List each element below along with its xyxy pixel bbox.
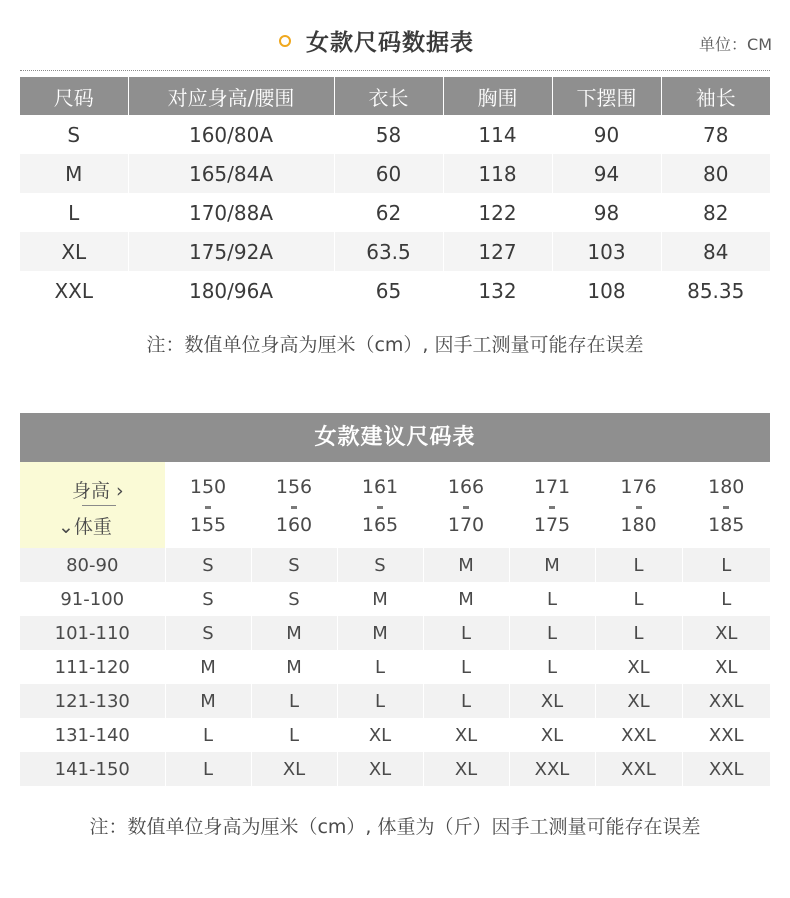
table-cell: 58: [334, 115, 443, 154]
weight-range-cell: 121-130: [20, 684, 165, 718]
page-title: 女款尺码数据表: [306, 30, 474, 56]
size-cell: L: [595, 616, 682, 650]
table-row: [20, 115, 770, 154]
height-range-header: [682, 462, 770, 548]
table-cell: 180/96A: [128, 271, 334, 310]
size-cell: M: [251, 616, 337, 650]
table-row: [20, 582, 770, 616]
column-header: 尺码: [20, 77, 128, 115]
weight-range-cell: 101-110: [20, 616, 165, 650]
table-cell: 84: [661, 232, 770, 271]
height-to: 180: [620, 514, 657, 536]
table-cell: 63.5: [334, 232, 443, 271]
table-cell: XXL: [20, 271, 128, 310]
size-cell: M: [251, 650, 337, 684]
height-from: 171: [533, 476, 571, 498]
size-cell: L: [165, 718, 251, 752]
height-range-header: [165, 462, 251, 548]
size-cell: L: [509, 650, 595, 684]
size-cell: XL: [423, 752, 509, 786]
table-row: [20, 271, 770, 310]
size-cell: XXL: [509, 752, 595, 786]
table-cell: 170/88A: [128, 193, 334, 232]
range-dash: [205, 506, 211, 509]
column-header: 对应身高/腰围: [128, 77, 334, 115]
table-cell: 127: [443, 232, 552, 271]
size-cell: M: [337, 582, 423, 616]
dotted-divider: [20, 70, 770, 71]
height-to: 185: [708, 514, 745, 536]
table-cell: 175/92A: [128, 232, 334, 271]
size-data-table: [20, 77, 770, 310]
size-cell: S: [337, 548, 423, 582]
column-header: 胸围: [443, 77, 552, 115]
size-cell: XXL: [595, 718, 682, 752]
table-cell: 122: [443, 193, 552, 232]
table-row: [20, 232, 770, 271]
table-row: [20, 154, 770, 193]
size-cell: XL: [337, 718, 423, 752]
table-cell: 108: [552, 271, 661, 310]
table-cell: 60: [334, 154, 443, 193]
table-cell: 160/80A: [128, 115, 334, 154]
table-cell: 62: [334, 193, 443, 232]
range-dash: [463, 506, 469, 509]
table-cell: 65: [334, 271, 443, 310]
table-cell: 165/84A: [128, 154, 334, 193]
table-cell: 85.35: [661, 271, 770, 310]
table-row: [20, 752, 770, 786]
size-table-note: 注：数值单位身高为厘米（cm）, 因手工测量可能存在误差: [146, 334, 644, 356]
weight-range-cell: 131-140: [20, 718, 165, 752]
range-dash: [636, 506, 642, 509]
table-cell: 80: [661, 154, 770, 193]
table-row: [20, 718, 770, 752]
height-range-header: [595, 462, 682, 548]
range-dash: [549, 506, 555, 509]
size-cell: XXL: [682, 718, 770, 752]
range-dash: [291, 506, 297, 509]
title-row: [0, 22, 790, 62]
table-cell: 132: [443, 271, 552, 310]
size-cell: M: [423, 548, 509, 582]
range-dash: [723, 506, 729, 509]
height-to: 170: [447, 514, 485, 536]
size-cell: S: [251, 548, 337, 582]
size-cell: M: [165, 684, 251, 718]
size-cell: L: [337, 650, 423, 684]
size-cell: L: [682, 582, 770, 616]
corner-cell: [20, 462, 165, 548]
size-cell: XXL: [682, 684, 770, 718]
recommend-table-note: 注：数值单位身高为厘米（cm）, 体重为（斤）因手工测量可能存在误差: [89, 816, 701, 838]
size-cell: XL: [682, 616, 770, 650]
height-from: 176: [620, 476, 657, 498]
size-cell: XL: [251, 752, 337, 786]
height-range-header: [337, 462, 423, 548]
size-cell: M: [165, 650, 251, 684]
size-cell: XL: [682, 650, 770, 684]
size-cell: M: [337, 616, 423, 650]
table-row: [20, 684, 770, 718]
size-cell: S: [165, 582, 251, 616]
size-cell: M: [509, 548, 595, 582]
height-to: 160: [275, 514, 313, 536]
height-from: 166: [447, 476, 485, 498]
size-cell: XL: [423, 718, 509, 752]
size-cell: XXL: [595, 752, 682, 786]
height-range-header: [251, 462, 337, 548]
height-to: 175: [533, 514, 571, 536]
height-from: 161: [361, 476, 399, 498]
table-cell: 114: [443, 115, 552, 154]
table-cell: 82: [661, 193, 770, 232]
weight-range-cell: 80-90: [20, 548, 165, 582]
table-cell: 98: [552, 193, 661, 232]
size-cell: L: [509, 582, 595, 616]
circle-bullet-icon: [279, 35, 291, 47]
weight-range-cell: 91-100: [20, 582, 165, 616]
recommend-size-table: [20, 462, 770, 786]
weight-range-cell: 111-120: [20, 650, 165, 684]
table-cell: 103: [552, 232, 661, 271]
height-from: 180: [708, 476, 745, 498]
size-cell: XL: [509, 684, 595, 718]
size-cell: L: [337, 684, 423, 718]
size-cell: L: [165, 752, 251, 786]
size-cell: S: [165, 548, 251, 582]
range-dash: [377, 506, 383, 509]
table-cell: S: [20, 115, 128, 154]
height-to: 165: [361, 514, 399, 536]
size-cell: XL: [337, 752, 423, 786]
column-header: 衣长: [334, 77, 443, 115]
table-row: [20, 193, 770, 232]
size-cell: L: [595, 582, 682, 616]
height-range-header: [509, 462, 595, 548]
size-cell: XL: [509, 718, 595, 752]
table-cell: 94: [552, 154, 661, 193]
size-cell: L: [423, 616, 509, 650]
table-row: [20, 548, 770, 582]
size-cell: M: [423, 582, 509, 616]
height-to: 155: [189, 514, 227, 536]
size-cell: S: [165, 616, 251, 650]
table-cell: M: [20, 154, 128, 193]
corner-weight-label: ⌄体重: [58, 516, 112, 538]
table-cell: 90: [552, 115, 661, 154]
size-cell: L: [423, 684, 509, 718]
corner-divider: [82, 505, 116, 506]
size-table-header-row: [20, 77, 770, 115]
height-from: 150: [189, 476, 227, 498]
size-cell: S: [251, 582, 337, 616]
table-row: [20, 616, 770, 650]
height-header-row: [20, 462, 770, 548]
table-row: [20, 650, 770, 684]
height-range-header: [423, 462, 509, 548]
size-cell: XL: [595, 650, 682, 684]
size-cell: L: [251, 718, 337, 752]
size-cell: XXL: [682, 752, 770, 786]
size-cell: L: [423, 650, 509, 684]
weight-range-cell: 141-150: [20, 752, 165, 786]
table-cell: L: [20, 193, 128, 232]
size-cell: L: [682, 548, 770, 582]
height-from: 156: [275, 476, 313, 498]
table-cell: XL: [20, 232, 128, 271]
size-cell: L: [595, 548, 682, 582]
column-header: 袖长: [661, 77, 770, 115]
table-cell: 118: [443, 154, 552, 193]
corner-height-label: 身高 ›: [72, 480, 124, 502]
unit-label: 单位：CM: [699, 35, 772, 54]
size-cell: XL: [595, 684, 682, 718]
column-header: 下摆围: [552, 77, 661, 115]
table-cell: 78: [661, 115, 770, 154]
recommend-table-title: 女款建议尺码表: [20, 413, 770, 462]
size-cell: L: [251, 684, 337, 718]
size-cell: L: [509, 616, 595, 650]
